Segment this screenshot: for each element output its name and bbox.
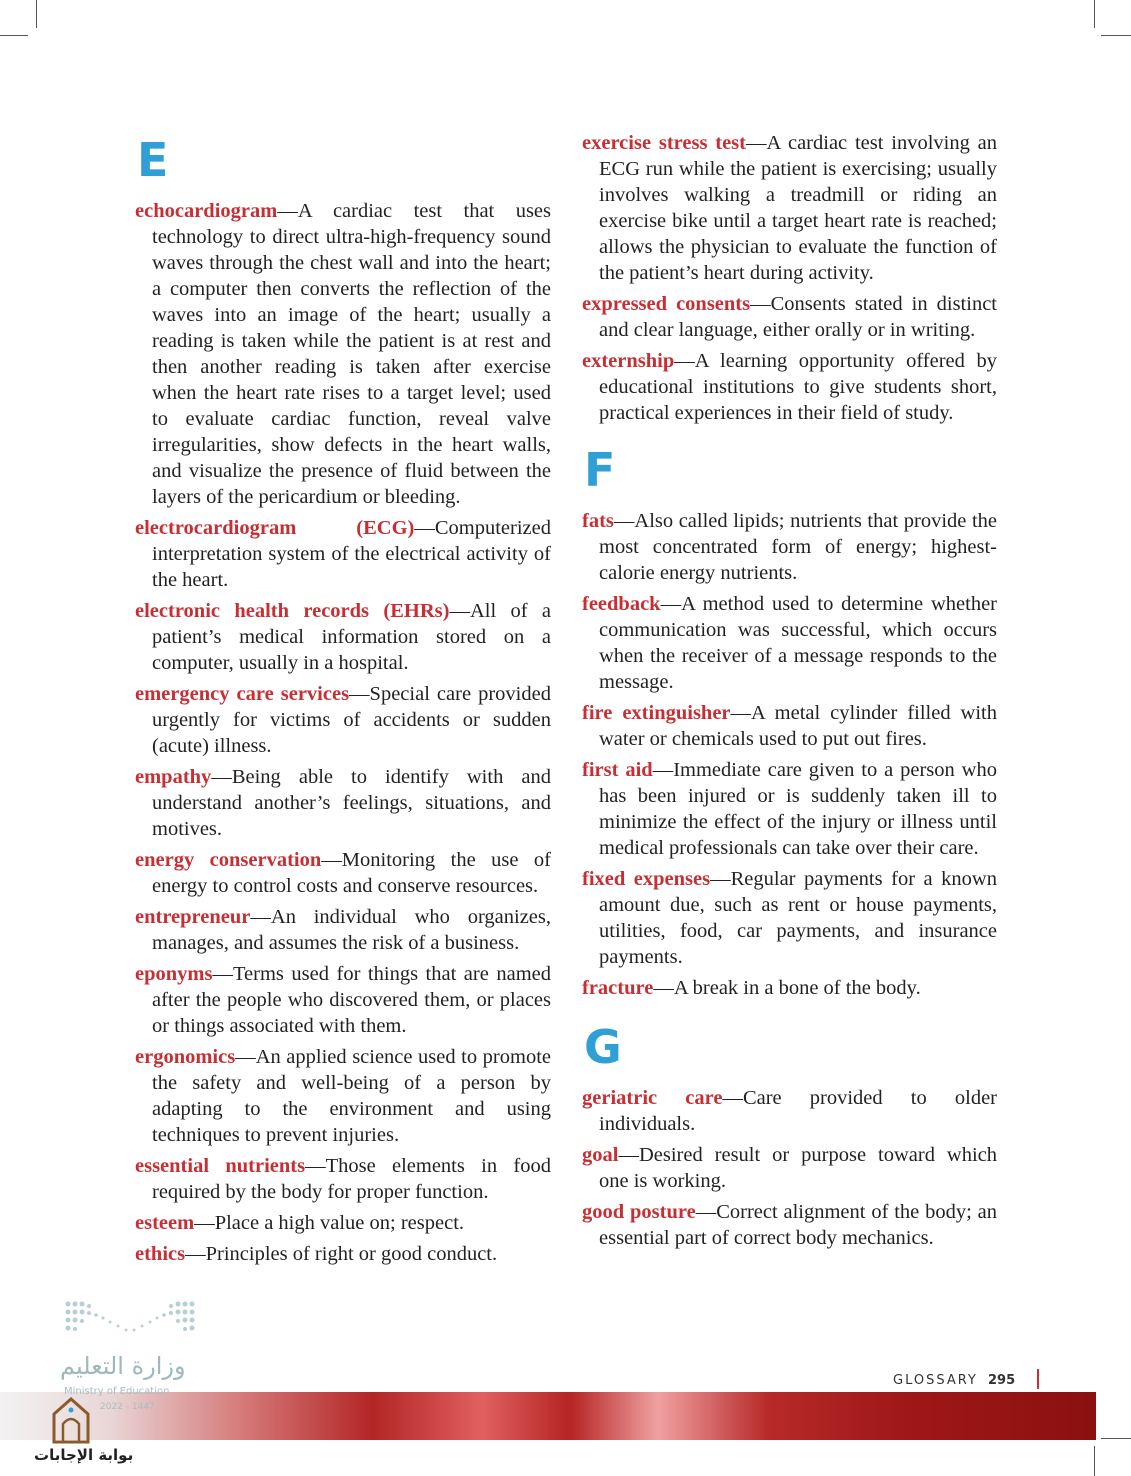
- glossary-term: echocardiogram: [135, 200, 278, 222]
- glossary-entry: [135, 904, 551, 956]
- glossary-term: fats: [582, 510, 614, 532]
- glossary-term: energy conservation: [135, 849, 322, 871]
- glossary-entry: [135, 961, 551, 1039]
- glossary-term: goal: [582, 1144, 619, 1166]
- glossary-definition: Regular payments for a known amount due, such as rent or house payments, utilities, food, car payments, and insurance payments.: [599, 868, 997, 968]
- glossary-entry: [135, 198, 551, 510]
- entry-list-g: [582, 1085, 997, 1251]
- glossary-definition: Desired result or purpose toward which one is working.: [599, 1144, 997, 1192]
- ministry-logo-icon: [60, 1296, 200, 1344]
- glossary-entry: [135, 764, 551, 842]
- watermark-text: بوابة الإجابات: [34, 1446, 134, 1464]
- em-dash: —: [250, 906, 271, 928]
- glossary-definition: A metal cylinder filled with water or chemicals used to put out fires.: [599, 702, 997, 750]
- ministry-year: 2022 - 1447: [100, 1402, 155, 1412]
- glossary-term: fire extinguisher: [582, 702, 731, 724]
- glossary-column-right: [582, 128, 997, 1256]
- entry-list-e-cont: [582, 130, 997, 426]
- glossary-term: first aid: [582, 759, 653, 781]
- entry-list-e: [135, 198, 551, 1267]
- em-dash: —: [618, 1144, 639, 1166]
- glossary-entry: [135, 598, 551, 676]
- glossary-entry: [135, 847, 551, 899]
- glossary-term: ethics: [135, 1243, 186, 1265]
- glossary-entry: [582, 1085, 997, 1137]
- glossary-definition: A break in a bone of the body.: [673, 977, 921, 999]
- glossary-entry: [582, 700, 997, 752]
- glossary-entry: [582, 348, 997, 426]
- glossary-entry: [582, 975, 997, 1001]
- em-dash: —: [695, 1201, 717, 1223]
- ministry-name-arabic: وزارة التعليم: [60, 1352, 186, 1380]
- glossary-term: essential nutrients: [135, 1155, 306, 1177]
- glossary-term: externship: [582, 350, 675, 372]
- crop-mark: [1101, 35, 1131, 36]
- glossary-column-left: [135, 128, 551, 1272]
- em-dash: —: [194, 1212, 215, 1234]
- em-dash: —: [414, 517, 435, 539]
- em-dash: —: [305, 1155, 326, 1177]
- glossary-definition: A method used to determine whether communication was successful, which occurs when the receiver of a message responds to the message.: [599, 593, 997, 693]
- ministry-name-english: Ministry of Education: [64, 1386, 170, 1397]
- glossary-entry: [582, 1142, 997, 1194]
- glossary-definition: Consents stated in distinct and clear language, either orally or in writing.: [599, 293, 997, 341]
- glossary-term: exercise stress test: [582, 132, 746, 154]
- glossary-entry: [135, 515, 551, 593]
- glossary-definition: Also called lipids; nutrients that provide the most concentrated form of energy; highest-calorie energy nutrients.: [599, 510, 997, 584]
- em-dash: —: [746, 132, 767, 154]
- glossary-definition: A learning opportunity offered by educational institutions to give students short, practical experiences in their field of study.: [599, 350, 997, 424]
- glossary-term: electronic health records (EHRs): [135, 600, 450, 622]
- footer-divider: [1037, 1369, 1039, 1389]
- glossary-definition: Principles of right or good conduct.: [205, 1243, 498, 1265]
- crop-mark: [1094, 1446, 1095, 1476]
- glossary-definition: An individual who organizes, manages, and assumes the risk of a business.: [152, 906, 551, 954]
- glossary-term: fixed expenses: [582, 868, 711, 890]
- glossary-term: esteem: [135, 1212, 195, 1234]
- glossary-definition: Terms used for things that are named after the people who discovered them, or places or things associated with them.: [152, 963, 551, 1037]
- glossary-term: feedback: [582, 593, 661, 615]
- glossary-definition: Special care provided urgently for victims of accidents or sudden (acute) illness.: [152, 683, 551, 757]
- glossary-entry: [582, 591, 997, 695]
- glossary-term: empathy: [135, 766, 212, 788]
- glossary-entry: [582, 291, 997, 343]
- glossary-term: emergency care services: [135, 683, 350, 705]
- glossary-definition: A cardiac test involving an ECG run while the patient is exercising; usually involves walking a treadmill or riding an exercise bike until a target heart rate is reached; allows the physician to evaluate the function of the patient’s heart during activity.: [599, 132, 997, 284]
- em-dash: —: [211, 766, 232, 788]
- glossary-entry: [582, 866, 997, 970]
- glossary-entry: [582, 757, 997, 861]
- glossary-entry: [135, 1210, 551, 1236]
- em-dash: —: [710, 868, 731, 890]
- em-dash: —: [277, 200, 298, 222]
- glossary-definition: A cardiac test that uses technology to direct ultra-high-frequency sound waves through the chest wall and into the heart; a computer then converts the reflection of the waves into an image of the heart; usually a reading is taken while the patient is at rest and then another reading is taken after exercise when the heart rate rises to a target level; used to evaluate cardiac function, reveal valve irregularities, show defects in the heart walls, and visualize the presence of fluid between the layers of the pericardium or bleeding.: [152, 200, 551, 508]
- glossary-term: ergonomics: [135, 1046, 236, 1068]
- glossary-definition: Computerized interpretation system of the electrical activity of the heart.: [152, 517, 551, 591]
- glossary-term: eponyms: [135, 963, 213, 985]
- glossary-definition: All of a patient’s medical information stored on a computer, usually in a hospital.: [152, 600, 552, 674]
- crop-mark: [1094, 0, 1095, 28]
- glossary-term: entrepreneur: [135, 906, 251, 928]
- crop-mark: [1101, 1438, 1131, 1439]
- glossary-definition: An applied science used to promote the safety and well-being of a person by adapting to the environment and using techniques to prevent injuries.: [152, 1046, 551, 1146]
- footer-band: [0, 1392, 1096, 1440]
- glossary-definition: Those elements in food required by the body for proper function.: [152, 1155, 552, 1203]
- watermark-emblem-icon: [46, 1396, 96, 1446]
- em-dash: —: [750, 293, 771, 315]
- section-letter-e: E: [137, 133, 169, 187]
- glossary-term: good posture: [582, 1201, 696, 1223]
- em-dash: —: [349, 683, 370, 705]
- glossary-definition: Correct alignment of the body; an essential part of correct body mechanics.: [599, 1201, 997, 1249]
- em-dash: —: [730, 702, 752, 724]
- glossary-definition: Being able to identify with and understand another’s feelings, situations, and motives.: [152, 766, 551, 840]
- em-dash: —: [674, 350, 695, 372]
- section-letter-g: G: [584, 1020, 622, 1074]
- em-dash: —: [613, 510, 635, 532]
- em-dash: —: [185, 1243, 206, 1265]
- em-dash: —: [235, 1046, 256, 1068]
- crop-mark: [0, 35, 28, 36]
- glossary-term: electrocardiogram (ECG): [135, 517, 415, 539]
- glossary-entry: [582, 130, 997, 286]
- em-dash: —: [449, 600, 470, 622]
- entry-list-f: [582, 508, 997, 1001]
- glossary-entry: [135, 1241, 551, 1267]
- glossary-definition: Care provided to older individuals.: [599, 1087, 997, 1135]
- glossary-definition: Place a high value on; respect.: [214, 1212, 465, 1234]
- glossary-definition: Monitoring the use of energy to control costs and conserve resources.: [152, 849, 551, 897]
- glossary-entry: [135, 681, 551, 759]
- section-letter-f: F: [584, 443, 616, 497]
- glossary-entry: [582, 1199, 997, 1251]
- em-dash: —: [212, 963, 233, 985]
- glossary-term: geriatric care: [582, 1087, 723, 1109]
- em-dash: —: [321, 849, 342, 871]
- glossary-entry: [135, 1153, 551, 1205]
- glossary-entry: [582, 508, 997, 586]
- footer-section-label: GLOSSARY: [893, 1373, 978, 1388]
- crop-mark: [36, 0, 37, 28]
- em-dash: —: [722, 1087, 743, 1109]
- em-dash: —: [652, 759, 674, 781]
- glossary-term: expressed consents: [582, 293, 751, 315]
- glossary-entry: [135, 1044, 551, 1148]
- glossary-definition: Immediate care given to a person who has been injured or is suddenly taken ill to minimize the effect of the injury or illness until medical professionals can take over their care.: [599, 759, 997, 859]
- page-number: 295: [988, 1373, 1016, 1388]
- em-dash: —: [653, 977, 674, 999]
- glossary-term: fracture: [582, 977, 654, 999]
- em-dash: —: [660, 593, 682, 615]
